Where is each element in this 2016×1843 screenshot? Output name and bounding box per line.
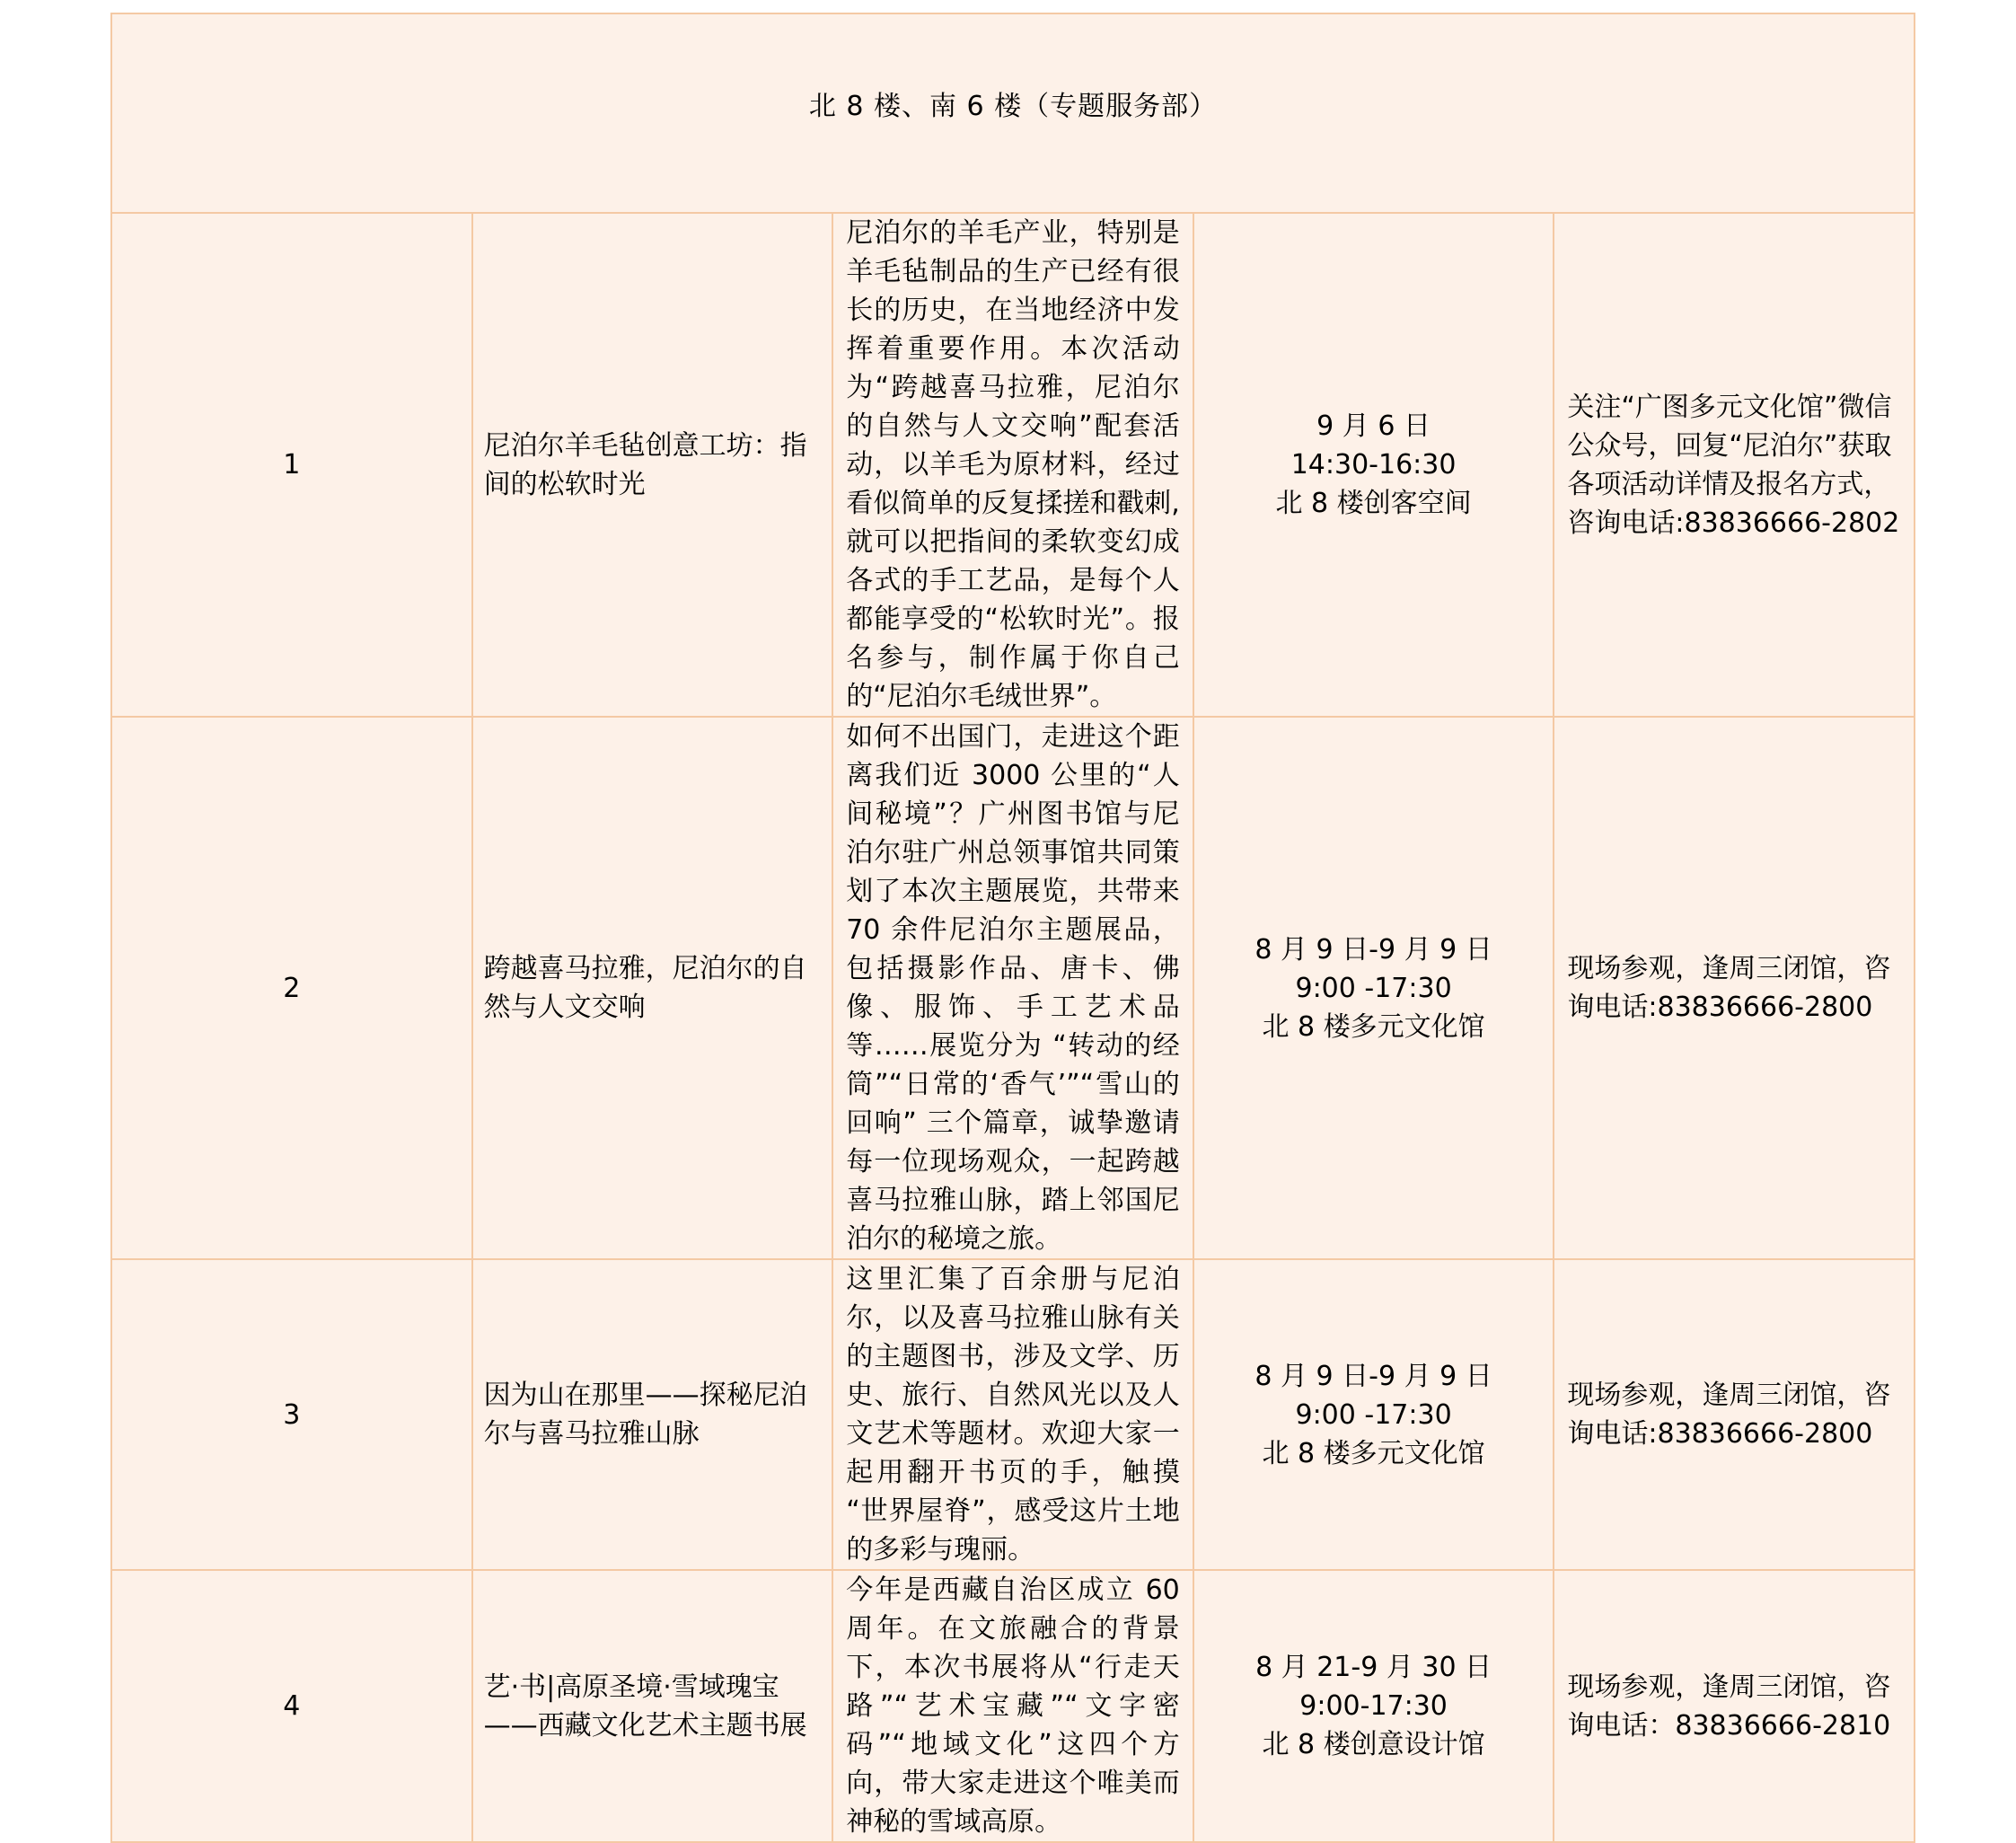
table-row — [111, 1570, 1915, 1842]
activity-name: 尼泊尔羊毛毡创意工坊：指间的松软时光 — [472, 213, 833, 717]
activity-date: 8 月 9 日-9 月 9 日 — [1254, 1360, 1492, 1392]
activity-time-cell — [1193, 213, 1554, 717]
row-index: 2 — [111, 717, 472, 1259]
activity-contact-info: 现场参观，逢周三闭馆，咨询电话：83836666-2810 — [1554, 1570, 1915, 1842]
activity-name: 艺·书|高原圣境·雪域瑰宝——西藏文化艺术主题书展 — [472, 1570, 833, 1842]
activity-schedule-table — [110, 13, 1915, 1843]
activity-location: 北 8 楼创意设计馆 — [1262, 1729, 1485, 1760]
table-header-row — [111, 13, 1915, 213]
activity-time-cell — [1193, 717, 1554, 1259]
activity-time-cell — [1193, 1259, 1554, 1570]
activity-name: 跨越喜马拉雅，尼泊尔的自然与人文交响 — [472, 717, 833, 1259]
activity-time-cell — [1193, 1570, 1554, 1842]
row-index: 4 — [111, 1570, 472, 1842]
activity-contact-info: 关注“广图多元文化馆”微信公众号，回复“尼泊尔”获取各项活动详情及报名方式，咨询电话:83836666-2802 — [1554, 213, 1915, 717]
activity-location: 北 8 楼创客空间 — [1275, 488, 1472, 519]
row-index: 3 — [111, 1259, 472, 1570]
activity-hours: 14:30-16:30 — [1290, 449, 1457, 481]
activity-description: 这里汇集了百余册与尼泊尔，以及喜马拉雅山脉有关的主题图书，涉及文学、历史、旅行、自然风光以及人文艺术等题材。欢迎大家一起用翻开书页的手，触摸 “世界屋脊”，感受这片土地的多彩与瑰丽。 — [832, 1259, 1193, 1570]
table-title: 北 8 楼、南 6 楼（专题服务部） — [808, 90, 1218, 122]
activity-hours: 9:00 -17:30 — [1295, 972, 1452, 1004]
activity-location: 北 8 楼多元文化馆 — [1262, 1437, 1485, 1469]
activity-hours: 9:00-17:30 — [1299, 1690, 1448, 1722]
activity-date: 9 月 6 日 — [1316, 410, 1431, 442]
activity-contact-info: 现场参观，逢周三闭馆，咨询电话:83836666-2800 — [1554, 1259, 1915, 1570]
activity-hours: 9:00 -17:30 — [1295, 1398, 1452, 1431]
activity-contact-info: 现场参观，逢周三闭馆，咨询电话:83836666-2800 — [1554, 717, 1915, 1259]
table-row — [111, 717, 1915, 1259]
table-row — [111, 213, 1915, 717]
activity-description: 尼泊尔的羊毛产业，特别是羊毛毡制品的生产已经有很长的历史，在当地经济中发挥着重要作用。本次活动为“跨越喜马拉雅，尼泊尔的自然与人文交响”配套活动，以羊毛为原材料，经过看似简单的反复揉搓和戳刺,就可以把指间的柔软变幻成各式的手工艺品，是每个人都能享受的“松软时光”。报名参与，制作属于你自己的“尼泊尔毛绒世界”。 — [832, 213, 1193, 717]
row-index: 1 — [111, 213, 472, 717]
activity-date: 8 月 21-9 月 30 日 — [1255, 1652, 1492, 1683]
activity-name: 因为山在那里——探秘尼泊尔与喜马拉雅山脉 — [472, 1259, 833, 1570]
activity-description: 今年是西藏自治区成立 60 周年。在文旅融合的背景下，本次书展将从“行走天路”“艺术宝藏”“文字密码”“地域文化”这四个方向，带大家走进这个唯美而神秘的雪域高原。 — [832, 1570, 1193, 1842]
table-row — [111, 1259, 1915, 1570]
activity-description: 如何不出国门，走进这个距离我们近 3000 公里的“人间秘境”？广州图书馆与尼泊尔驻广州总领事馆共同策划了本次主题展览，共带来 70 余件尼泊尔主题展品，包括摄影作品、唐卡、佛像、服饰、手工艺术品等……展览分为 “转动的经筒”“日常的‘香气’”“雪山的回响” 三个篇章，诚挚邀请每一位现场观众，一起跨越喜马拉雅山脉，踏上邻国尼泊尔的秘境之旅。 — [832, 717, 1193, 1259]
table-title-cell — [111, 13, 1915, 213]
activity-location: 北 8 楼多元文化馆 — [1262, 1010, 1485, 1043]
activity-date: 8 月 9 日-9 月 9 日 — [1254, 933, 1492, 966]
